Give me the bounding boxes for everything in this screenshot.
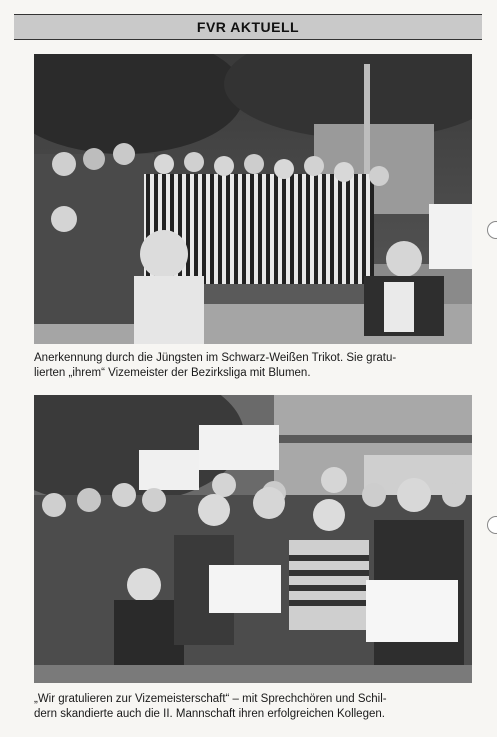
photo2-caption — [34, 692, 474, 722]
page-title: FVR AKTUELL — [196, 19, 300, 35]
photo-second-team-signs-image — [34, 395, 472, 683]
photo-team-celebration — [34, 54, 472, 344]
photo1-caption-line1: Anerkennung durch die Jüngsten im Schwarz-Weißen Trikot. Sie gratu- — [34, 352, 397, 364]
photo1-caption-line2: lierten „ihrem“ Vizemeister der Bezirksliga mit Blumen. — [34, 367, 311, 379]
photo2-caption-line1: „Wir gratulieren zur Vizemeisterschaft“ – mit Sprechchören und Schil- — [34, 693, 387, 705]
photo-second-team-signs — [34, 395, 472, 683]
punch-hole — [487, 221, 497, 239]
header-bar — [14, 14, 482, 40]
photo1-caption — [34, 351, 474, 381]
punch-hole — [487, 516, 497, 534]
photo2-caption-line2: dern skandierte auch die II. Mannschaft ihren erfolgreichen Kollegen. — [34, 708, 385, 720]
photo-team-celebration-image — [34, 54, 472, 344]
